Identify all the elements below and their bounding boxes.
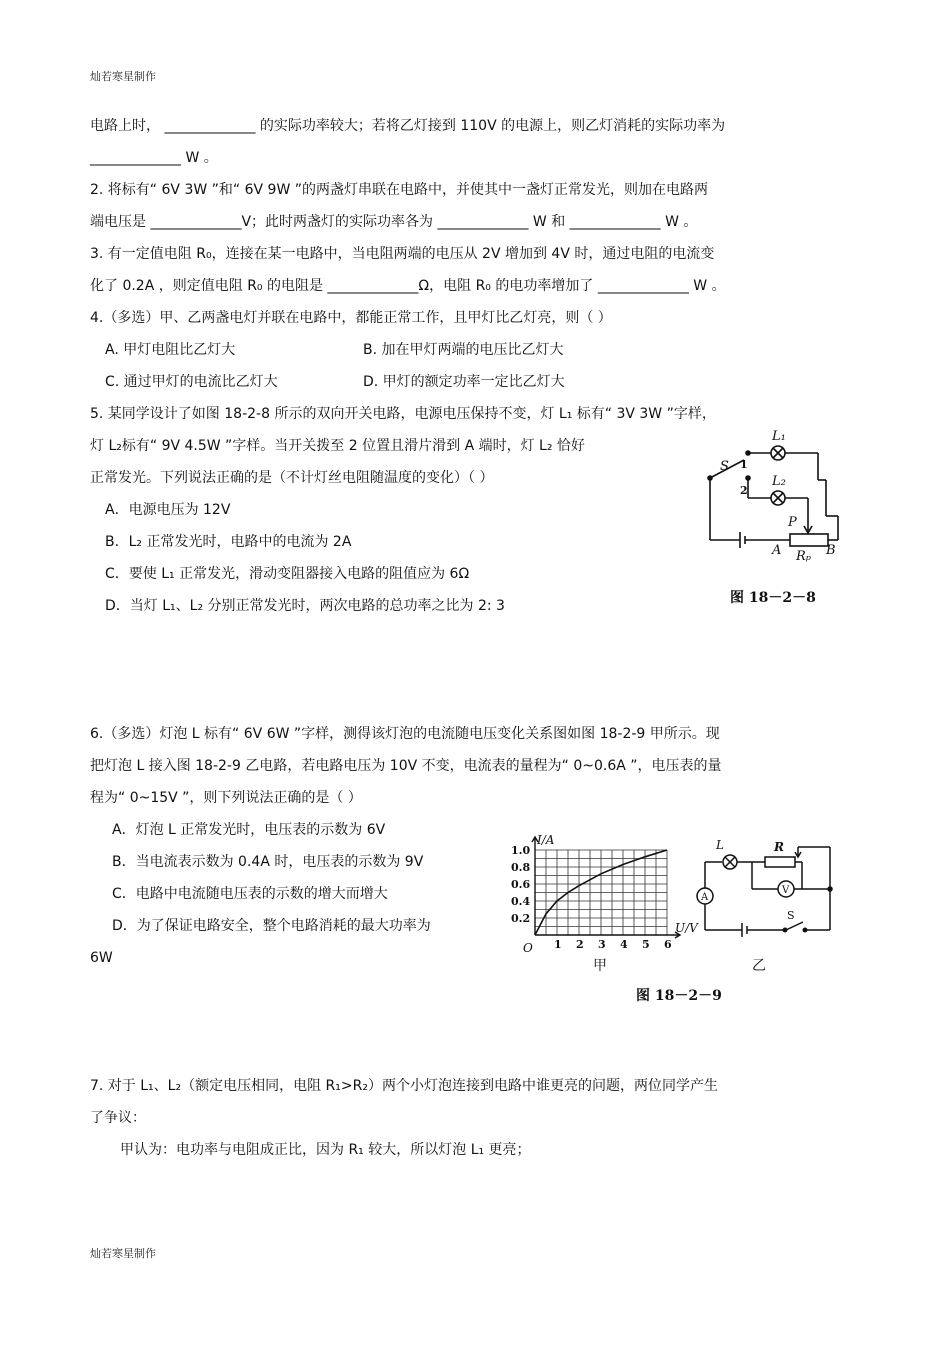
q6-line-3: 程为“ 0~15V ”，则下列说法正确的是（ ） [90,790,362,806]
fig8-caption: 图 18－2－8 [730,590,816,606]
fig8-label-rp: Rₚ [796,549,811,564]
q6-line-1: 6.（多选）灯泡 L 标有“ 6V 6W ”字样，测得该灯泡的电流随电压变化关系图如图 18-2-9 甲所示。现 [90,726,720,742]
figure-18-2-9-circuit [690,835,850,975]
fig8-label-s: S [720,459,729,474]
fig9-caption: 图 18－2－9 [636,988,722,1004]
fig8-label-b: B [826,543,836,558]
q6-option-a: A．灯泡 L 正常发光时，电压表的示数为 6V [112,822,386,838]
q7-line-2: 了争议： [90,1110,146,1126]
footer-watermark: 灿若寒星制作 [90,1247,156,1260]
chart9-xtick-6: 6 [664,938,672,951]
chart9-xlabel: U/V [675,921,698,935]
chart9-ytick-0.8: 0.8 [511,861,531,874]
chart9-ylabel: I/A [537,833,555,847]
q6-option-c: C．电路中电流随电压表的示数的增大而增大 [112,886,388,902]
chart9-ytick-0.2: 0.2 [511,912,531,925]
fig8-label-a: A [772,543,782,558]
q6-option-d-tail: 6W [90,950,113,966]
fig9-circuit-label-l: L [716,838,724,852]
q5-line-3: 正常发光。下列说法正确的是（不计灯丝电阻随温度的变化）（ ） [90,470,494,486]
q6-option-d: D．为了保证电路安全，整个电路消耗的最大功率为 [112,918,431,934]
q5-line-2: 灯 L₂标有“ 9V 4.5W ”字样。当开关拨至 2 位置且滑片滑到 A 端时，灯 L₂ 恰好 [90,438,585,454]
fig9-circuit-label-s: S [787,909,795,922]
q5-option-a: A．电源电压为 12V [105,502,231,518]
chart9-xtick-3: 3 [598,938,606,951]
fig8-label-1: 1 [740,458,748,471]
q7-line-3: 甲认为：电功率与电阻成正比，因为 R₁ 较大，所以灯泡 L₁ 更亮； [120,1142,531,1158]
fig9-circuit-label-a: A [701,892,709,903]
chart9-xtick-4: 4 [620,938,628,951]
q4-stem: 4.（多选）甲、乙两盏电灯并联在电路中，都能正常工作，且甲灯比乙灯亮，则（ ） [90,310,612,326]
chart9-xtick-2: 2 [576,938,584,951]
q3-line-2: 化了 0.2A ，则定值电阻 R₀ 的电阻是 _____________Ω，电阻 R₀ 的电功率增加了 _____________ W 。 [90,278,726,294]
q5-option-b: B．L₂ 正常发光时，电路中的电流为 2A [105,534,352,550]
q5-option-c: C．要使 L₁ 正常发光，滑动变阻器接入电路的阻值应为 6Ω [105,566,470,582]
fig8-label-l1: L₁ [772,429,786,444]
fig8-label-p: P [788,515,797,530]
chart9-ytick-0.4: 0.4 [511,895,531,908]
fig8-label-2: 2 [740,484,748,497]
q5-option-d: D．当灯 L₁、L₂ 分别正常发光时，两次电路的总功率之比为 2: 3 [105,598,505,614]
q3-line-1: 3. 有一定值电阻 R₀，连接在某一电路中，当电阻两端的电压从 2V 增加到 4V 时，通过电阻的电流变 [90,246,715,262]
q1-line-end: 电路上时， _____________ 的实际功率较大；若将乙灯接到 110V 的电源上，则乙灯消耗的实际功率为 [90,118,726,134]
chart9-origin: O [523,941,533,955]
fig9-circuit-label-v: V [782,885,790,896]
q5-line-1: 5. 某同学设计了如图 18-2-8 所示的双向开关电路，电源电压保持不变，灯 L₁ 标有“ 3V 3W ”字样， [90,406,716,422]
q2-line-1: 2. 将标有“ 6V 3W ”和“ 6V 9W ”的两盏灯串联在电路中，并使其中一盏灯正常发光，则加在电路两 [90,182,708,198]
fig9-sub-right: 乙 [752,958,766,974]
q2-line-2: 端电压是 _____________V；此时两盏灯的实际功率各为 _____________ W 和 _____________ W 。 [90,214,698,230]
q4-option-c: C. 通过甲灯的电流比乙灯大 [105,374,278,390]
q7-line-1: 7. 对于 L₁、L₂（额定电压相同，电阻 R₁>R₂）两个小灯泡连接到电路中谁更亮的问题，两位同学产生 [90,1078,718,1094]
chart9-xtick-1: 1 [554,938,562,951]
figure-18-2-8 [700,420,860,620]
q1-answer-line: _____________ W 。 [90,150,218,166]
header-watermark: 灿若寒星制作 [90,70,156,83]
fig9-sub-left: 甲 [593,958,607,974]
q4-option-a: A. 甲灯电阻比乙灯大 [105,342,236,358]
figure-18-2-9-graph [505,830,705,980]
q6-line-2: 把灯泡 L 接入图 18-2-9 乙电路，若电路电压为 10V 不变，电流表的量程为“ 0~0.6A ”，电压表的量 [90,758,722,774]
chart9-ytick-1.0: 1.0 [511,844,531,857]
chart9-ytick-0.6: 0.6 [511,878,531,891]
fig9-circuit-label-r: R [774,840,784,854]
q4-option-b: B. 加在甲灯两端的电压比乙灯大 [363,342,564,358]
fig8-label-l2: L₂ [772,474,786,489]
chart9-xtick-5: 5 [642,938,650,951]
q4-option-d: D. 甲灯的额定功率一定比乙灯大 [363,374,565,390]
q6-option-b: B．当电流表示数为 0.4A 时，电压表的示数为 9V [112,854,424,870]
